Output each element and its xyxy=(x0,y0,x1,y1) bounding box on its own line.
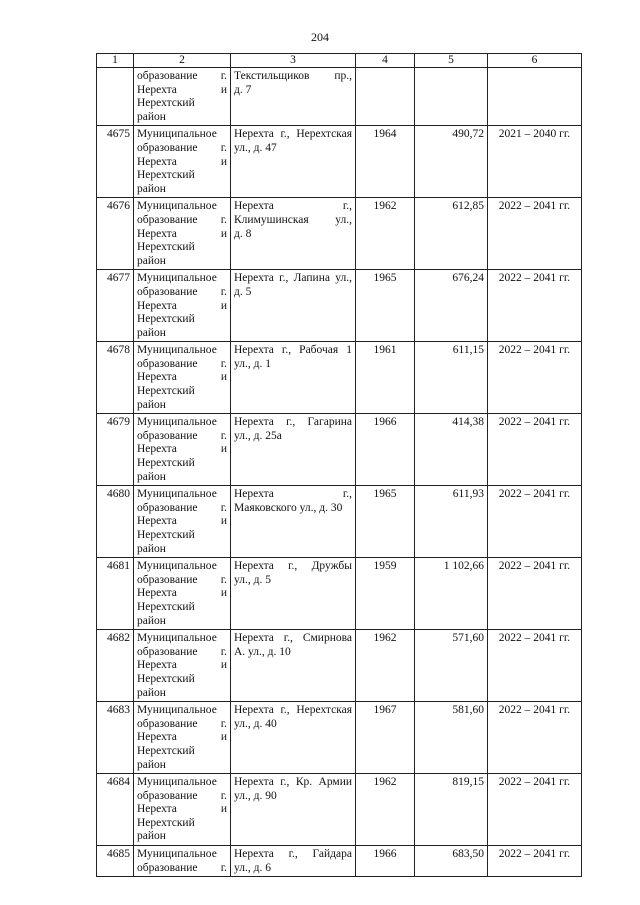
address-cell-line: Нерехта г., Рабочая 1 xyxy=(234,344,352,357)
object-number: 4680 xyxy=(97,486,134,558)
repair-period: 2022 – 2041 гг. xyxy=(488,774,582,846)
housing-registry-table xyxy=(96,53,582,877)
object-number: 4685 xyxy=(97,846,134,877)
construction-year: 1961 xyxy=(356,342,415,414)
total-area: 571,60 xyxy=(415,630,488,702)
column-header-3: 3 xyxy=(231,54,356,68)
municipality-cell-line: Муниципальное xyxy=(137,416,217,429)
address-cell xyxy=(231,630,356,702)
municipality-cell-line: район xyxy=(137,326,166,339)
address-cell-line: Нерехта г., xyxy=(234,488,352,501)
municipality-cell-line: район xyxy=(137,542,166,555)
object-number: 4683 xyxy=(97,702,134,774)
municipality-cell-line: Нерехта и xyxy=(137,83,227,96)
object-number: 4682 xyxy=(97,630,134,702)
municipality-cell xyxy=(134,846,231,877)
object-number xyxy=(97,68,134,126)
repair-period: 2022 – 2041 гг. xyxy=(488,846,582,877)
municipality-cell-line: образование г. xyxy=(137,141,227,154)
municipality-cell-line: район xyxy=(137,110,166,123)
municipality-cell-line: район xyxy=(137,182,166,195)
object-number: 4679 xyxy=(97,414,134,486)
municipality-cell-line: Нерехта и xyxy=(137,443,227,456)
total-area: 611,15 xyxy=(415,342,488,414)
municipality-cell-line: район xyxy=(137,758,166,771)
address-cell-line: ул., д. 40 xyxy=(234,717,277,730)
table-row xyxy=(97,414,582,486)
municipality-cell-line: Нерехта и xyxy=(137,659,227,672)
address-cell-line: Маяковского ул., д. 30 xyxy=(234,501,343,514)
repair-period: 2022 – 2041 гг. xyxy=(488,414,582,486)
column-number-row xyxy=(97,54,582,68)
table-row xyxy=(97,702,582,774)
repair-period: 2022 – 2041 гг. xyxy=(488,198,582,270)
table-row xyxy=(97,846,582,877)
total-area: 819,15 xyxy=(415,774,488,846)
address-cell xyxy=(231,486,356,558)
construction-year: 1959 xyxy=(356,558,415,630)
municipality-cell-line: Нерехта и xyxy=(137,731,227,744)
total-area: 414,38 xyxy=(415,414,488,486)
repair-period: 2022 – 2041 гг. xyxy=(488,702,582,774)
address-cell-line: Нерехта г., Кр. Армии xyxy=(234,776,352,789)
municipality-cell-line: Нерехтский xyxy=(137,457,195,470)
construction-year: 1962 xyxy=(356,198,415,270)
municipality-cell-line: Нерехта и xyxy=(137,587,227,600)
construction-year: 1966 xyxy=(356,414,415,486)
construction-year: 1966 xyxy=(356,846,415,877)
municipality-cell-line: Нерехтский xyxy=(137,744,195,757)
address-cell-line: Нерехта г., xyxy=(234,200,352,213)
municipality-cell-line: образование г. xyxy=(137,861,227,874)
construction-year xyxy=(356,68,415,126)
municipality-cell-line: Нерехта и xyxy=(137,299,227,312)
municipality-cell-line: Муниципальное xyxy=(137,776,217,789)
municipality-cell-line: образование г. xyxy=(137,789,227,802)
municipality-cell-line: район xyxy=(137,470,166,483)
municipality-cell-line: Нерехтский xyxy=(137,600,195,613)
address-cell-line: Нерехта г., Лапина ул., xyxy=(234,272,352,285)
municipality-cell-line: образование г. xyxy=(137,285,227,298)
address-cell xyxy=(231,774,356,846)
total-area: 683,50 xyxy=(415,846,488,877)
address-cell-line: д. 7 xyxy=(234,83,252,96)
municipality-cell xyxy=(134,414,231,486)
municipality-cell xyxy=(134,774,231,846)
municipality-cell-line: Муниципальное xyxy=(137,344,217,357)
municipality-cell xyxy=(134,486,231,558)
address-cell-line: ул., д. 5 xyxy=(234,573,271,586)
total-area: 612,85 xyxy=(415,198,488,270)
municipality-cell-line: Нерехтский xyxy=(137,816,195,829)
address-cell-line: Нерехта г., Нерехтская xyxy=(234,704,352,717)
table-row xyxy=(97,774,582,846)
municipality-cell-line: Нерехтский xyxy=(137,241,195,254)
repair-period: 2022 – 2041 гг. xyxy=(488,270,582,342)
construction-year: 1965 xyxy=(356,270,415,342)
column-header-2: 2 xyxy=(134,54,231,68)
construction-year: 1964 xyxy=(356,126,415,198)
total-area xyxy=(415,68,488,126)
address-cell xyxy=(231,342,356,414)
object-number: 4678 xyxy=(97,342,134,414)
municipality-cell-line: район xyxy=(137,686,166,699)
municipality-cell xyxy=(134,702,231,774)
total-area: 676,24 xyxy=(415,270,488,342)
municipality-cell-line: Нерехтский xyxy=(137,169,195,182)
repair-period: 2022 – 2041 гг. xyxy=(488,342,582,414)
municipality-cell-line: Муниципальное xyxy=(137,560,217,573)
municipality-cell-line: Нерехта и xyxy=(137,227,227,240)
construction-year: 1965 xyxy=(356,486,415,558)
object-number: 4676 xyxy=(97,198,134,270)
municipality-cell-line: Нерехта и xyxy=(137,155,227,168)
total-area: 490,72 xyxy=(415,126,488,198)
address-cell-line: ул., д. 1 xyxy=(234,357,271,370)
table-row xyxy=(97,270,582,342)
municipality-cell-line: образование г. xyxy=(137,573,227,586)
object-number: 4681 xyxy=(97,558,134,630)
municipality-cell-line: Нерехта и xyxy=(137,803,227,816)
address-cell xyxy=(231,270,356,342)
municipality-cell xyxy=(134,342,231,414)
repair-period: 2022 – 2041 гг. xyxy=(488,486,582,558)
municipality-cell-line: район xyxy=(137,254,166,267)
column-header-5: 5 xyxy=(415,54,488,68)
municipality-cell xyxy=(134,270,231,342)
address-cell xyxy=(231,846,356,877)
total-area: 611,93 xyxy=(415,486,488,558)
municipality-cell-line: район xyxy=(137,830,166,843)
construction-year: 1962 xyxy=(356,630,415,702)
table-row xyxy=(97,198,582,270)
construction-year: 1962 xyxy=(356,774,415,846)
municipality-cell xyxy=(134,630,231,702)
municipality-cell-line: Нерехта и xyxy=(137,515,227,528)
table-row xyxy=(97,630,582,702)
address-cell-line: д. 8 xyxy=(234,227,252,240)
address-cell-line: ул., д. 25а xyxy=(234,429,282,442)
address-cell xyxy=(231,414,356,486)
municipality-cell xyxy=(134,126,231,198)
municipality-cell-line: образование г. xyxy=(137,213,227,226)
address-cell-line: Климушинская ул., xyxy=(234,213,352,226)
municipality-cell-line: Муниципальное xyxy=(137,128,217,141)
table-row xyxy=(97,68,582,126)
total-area: 1 102,66 xyxy=(415,558,488,630)
municipality-cell-line: Нерехта и xyxy=(137,371,227,384)
column-header-1: 1 xyxy=(97,54,134,68)
address-cell-line: Нерехта г., Гагарина xyxy=(234,416,352,429)
object-number: 4675 xyxy=(97,126,134,198)
municipality-cell-line: район xyxy=(137,398,166,411)
address-cell-line: ул., д. 90 xyxy=(234,789,277,802)
column-header-4: 4 xyxy=(356,54,415,68)
municipality-cell xyxy=(134,68,231,126)
municipality-cell-line: Муниципальное xyxy=(137,272,217,285)
municipality-cell-line: Муниципальное xyxy=(137,704,217,717)
municipality-cell-line: Муниципальное xyxy=(137,848,217,861)
address-cell xyxy=(231,68,356,126)
address-cell-line: Нерехта г., Гайдара xyxy=(234,848,352,861)
repair-period: 2021 – 2040 гг. xyxy=(488,126,582,198)
address-cell xyxy=(231,702,356,774)
column-header-6: 6 xyxy=(488,54,582,68)
address-cell-line: А. ул., д. 10 xyxy=(234,645,291,658)
table-row xyxy=(97,486,582,558)
municipality-cell-line: образование г. xyxy=(137,429,227,442)
address-cell-line: Нерехта г., Смирнова xyxy=(234,632,352,645)
table-row xyxy=(97,342,582,414)
municipality-cell-line: Нерехтский xyxy=(137,313,195,326)
municipality-cell-line: Муниципальное xyxy=(137,632,217,645)
municipality-cell xyxy=(134,558,231,630)
address-cell-line: Нерехта г., Дружбы xyxy=(234,560,352,573)
municipality-cell-line: район xyxy=(137,614,166,627)
municipality-cell-line: образование г. xyxy=(137,501,227,514)
table-row xyxy=(97,558,582,630)
municipality-cell-line: образование г. xyxy=(137,645,227,658)
construction-year: 1967 xyxy=(356,702,415,774)
municipality-cell-line: Нерехтский xyxy=(137,529,195,541)
table-row xyxy=(97,126,582,198)
municipality-cell-line: образование г. xyxy=(137,357,227,370)
address-cell-line: д. 5 xyxy=(234,285,252,298)
municipality-cell-line: Нерехтский xyxy=(137,385,195,398)
address-cell-line: Нерехта г., Нерехтская xyxy=(234,128,352,141)
page-number: 204 xyxy=(311,30,329,44)
address-cell xyxy=(231,198,356,270)
address-cell-line: ул., д. 6 xyxy=(234,861,271,874)
address-cell-line: Текстильщиков пр., xyxy=(234,70,352,82)
address-cell-line: ул., д. 47 xyxy=(234,141,277,154)
municipality-cell xyxy=(134,198,231,270)
municipality-cell-line: Муниципальное xyxy=(137,488,217,501)
municipality-cell-line: образование г. xyxy=(137,717,227,730)
object-number: 4677 xyxy=(97,270,134,342)
municipality-cell-line: Нерехтский xyxy=(137,672,195,685)
address-cell xyxy=(231,558,356,630)
municipality-cell-line: образование г. xyxy=(137,70,227,82)
object-number: 4684 xyxy=(97,774,134,846)
total-area: 581,60 xyxy=(415,702,488,774)
municipality-cell-line: Нерехтский xyxy=(137,97,195,110)
municipality-cell-line: Муниципальное xyxy=(137,200,217,213)
repair-period xyxy=(488,68,582,126)
repair-period: 2022 – 2041 гг. xyxy=(488,558,582,630)
repair-period: 2022 – 2041 гг. xyxy=(488,630,582,702)
address-cell xyxy=(231,126,356,198)
